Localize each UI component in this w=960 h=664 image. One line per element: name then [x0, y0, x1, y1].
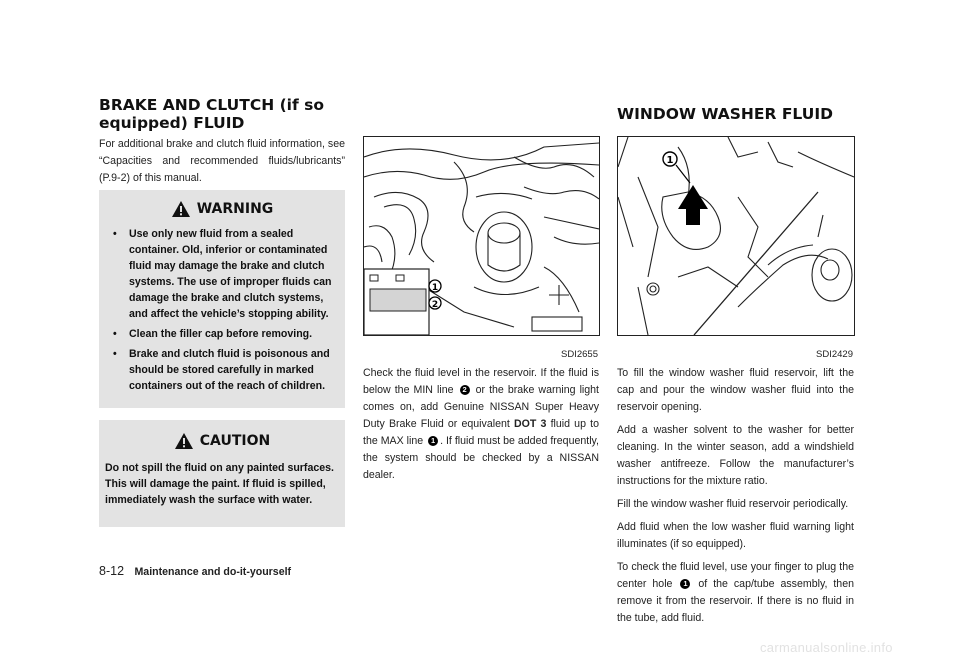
brake-check-text	[363, 365, 599, 484]
dot3-label: DOT 3	[513, 418, 547, 430]
brake-reservoir-illustration	[364, 137, 599, 335]
heading-line-1: BRAKE AND CLUTCH (if so	[99, 96, 324, 114]
brake-text-part2: or the brake warning light comes on, add Genuine NISSAN Super Heavy Duty Brake Fluid or equivalent	[363, 384, 599, 430]
caution-title	[99, 432, 345, 450]
brake-clutch-heading	[99, 96, 359, 132]
reservoir-level-inset	[364, 269, 429, 335]
callout-marker-1	[429, 280, 441, 293]
washer-paragraph: Add a washer solvent to the washer for better cleaning. In the winter season, add a windshield washer antifreeze. Follow the manufacturer’s instructions for the mixture ratio.	[617, 424, 854, 487]
brake-reservoir-figure	[363, 136, 600, 336]
window-washer-heading: WINDOW WASHER FLUID	[617, 105, 833, 123]
washer-reservoir-illustration	[618, 137, 854, 335]
callout-ref-2: 2	[460, 385, 470, 395]
caution-box	[99, 420, 345, 527]
brake-text-part4: . If fluid must be added frequently, the system should be checked by a NISSAN dealer.	[363, 435, 599, 481]
svg-text:1: 1	[431, 283, 439, 293]
washer-paragraph: To fill the window washer fluid reservoir, lift the cap and pour the window washer fluid into the reservoir opening.	[617, 367, 854, 413]
callout-ref-1: 1	[428, 436, 438, 446]
up-arrow-icon	[678, 185, 708, 225]
watermark: carmanualsonline.info	[760, 640, 893, 655]
warning-box	[99, 190, 345, 408]
washer-paragraph: Fill the window washer fluid reservoir periodically.	[617, 498, 849, 510]
callout-ref-1: 1	[680, 579, 690, 589]
figure-code-sdi2429: SDI2429	[816, 349, 853, 360]
washer-last-part1: To check the fluid level, use your finger to plug the center hole	[617, 561, 854, 590]
caution-triangle-icon	[174, 432, 194, 450]
caution-title-text: CAUTION	[199, 433, 271, 449]
heading-line-2: equipped) FLUID	[99, 114, 245, 132]
warning-item: • Use only new fluid from a sealed container. Old, inferior or contaminated fluid may damage the brake and clutch systems. The use of improper fluids can damage the brake and clutch systems, and affect the vehicle’s stopping ability.	[105, 226, 333, 322]
callout-marker-1	[663, 152, 677, 166]
warning-item: • Clean the filler cap before removing.	[105, 326, 333, 342]
caution-text: Do not spill the fluid on any painted surfaces. This will damage the paint. If fluid is spilled, immediately wash the surface with water.	[105, 462, 334, 506]
washer-paragraph: Add fluid when the low washer fluid warning light illuminates (if so equipped).	[617, 521, 854, 550]
svg-text:2: 2	[431, 300, 439, 310]
washer-text	[617, 365, 854, 633]
section-title: Maintenance and do-it-yourself	[134, 566, 292, 578]
warning-triangle-icon	[171, 200, 191, 218]
brake-intro-text: For additional brake and clutch fluid information, see “Capacities and recommended fluids/lubricants” (P.9-2) of this manual.	[99, 138, 345, 184]
washer-last-part2: of the cap/tube assembly, then remove it from the reservoir. If there is no fluid in the tube, add fluid.	[617, 578, 854, 624]
washer-paragraph	[617, 559, 854, 627]
page-number: 8-12	[99, 564, 125, 578]
brake-text-part3: fluid up to the MAX line	[363, 418, 599, 447]
warning-item: • Brake and clutch fluid is poisonous and should be stored carefully in marked containers out of the reach of children.	[105, 346, 333, 394]
warning-title	[99, 200, 345, 218]
callout-marker-2	[429, 297, 441, 310]
svg-text:1: 1	[666, 155, 674, 166]
figure-code-sdi2655: SDI2655	[561, 349, 598, 360]
warning-list	[105, 226, 333, 394]
warning-title-text: WARNING	[196, 201, 274, 217]
page-footer	[99, 562, 291, 580]
brake-text-part1: Check the fluid level in the reservoir. If the fluid is below the MIN line	[363, 367, 599, 396]
washer-reservoir-figure	[617, 136, 855, 336]
